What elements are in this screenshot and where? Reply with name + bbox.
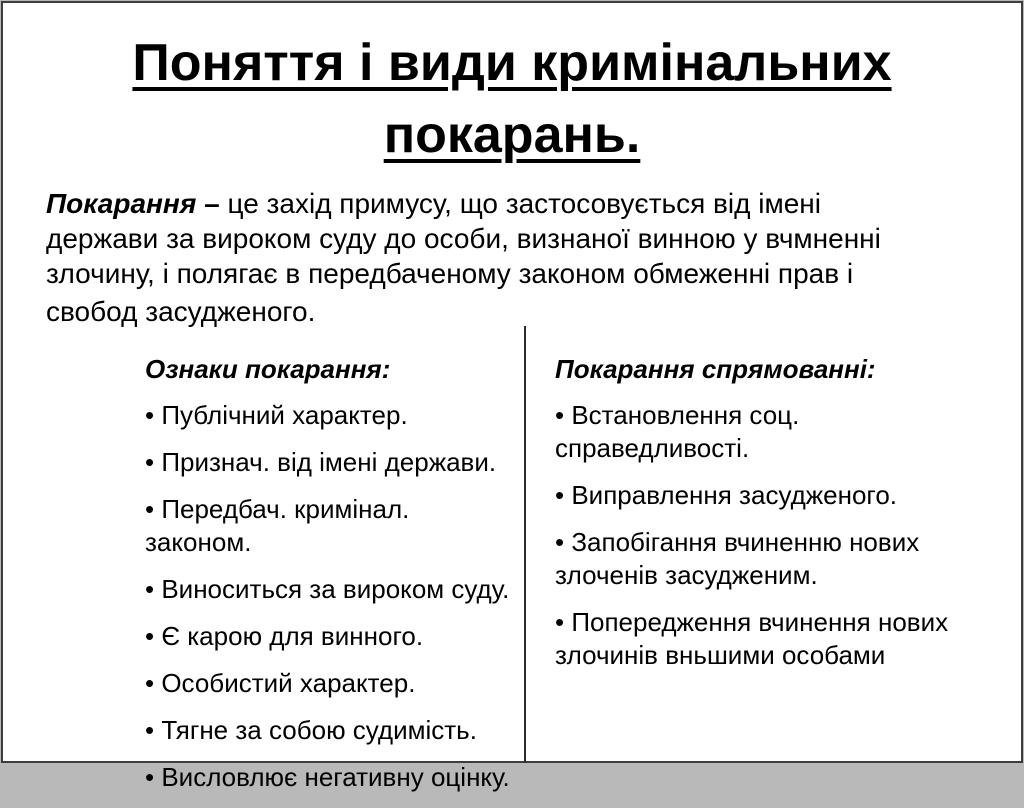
bullet-icon: •: [145, 621, 161, 651]
bullet-icon: •: [145, 668, 161, 698]
definition-dash: –: [196, 188, 227, 219]
list-item-label: Виправлення засудженого.: [571, 480, 897, 510]
left-column-heading: Ознаки покарання:: [145, 353, 523, 385]
right-column-punishment-aims: [555, 353, 993, 686]
list-item: [145, 761, 523, 794]
slide-title-line-2: покарань.: [384, 106, 641, 164]
list-item: [555, 399, 993, 465]
definition-line-4: свобод засудженого.: [46, 294, 991, 329]
bullet-icon: •: [145, 715, 161, 745]
list-item: [145, 573, 523, 606]
bullet-icon: •: [555, 400, 571, 430]
list-item: [145, 446, 523, 479]
list-item-label: Признач. від імені держави.: [161, 447, 496, 477]
list-item-label: Висловлює негативну оцінку.: [161, 762, 509, 792]
bullet-icon: •: [145, 574, 161, 604]
definition-line-1: [46, 186, 991, 221]
definition-term: Покарання: [46, 188, 196, 219]
list-item: [145, 620, 523, 653]
bullet-icon: •: [145, 762, 161, 792]
list-item-label: Виноситься за вироком суду.: [161, 574, 509, 604]
bullet-icon: •: [555, 527, 571, 557]
list-item: [145, 493, 523, 559]
bullet-icon: •: [145, 447, 161, 477]
slide-frame: [1, 1, 1023, 763]
list-item: [145, 714, 523, 747]
list-item: [555, 606, 993, 672]
list-item: [555, 526, 993, 592]
bullet-icon: •: [145, 494, 161, 524]
column-divider: [524, 326, 526, 763]
list-item: [145, 667, 523, 700]
list-item-label: Є карою для винного.: [161, 621, 423, 651]
list-item-label: Особистий характер.: [161, 668, 415, 698]
right-column-heading: Покарання спрямованні:: [555, 353, 993, 385]
list-item: [555, 479, 993, 512]
bullet-icon: •: [555, 607, 571, 637]
list-item-label: Встановлення соц. справедливості.: [555, 400, 799, 463]
list-item-label: Передбач. кримінал. законом.: [145, 494, 409, 557]
list-item-label: Попередження вчинення нових злочинів вньшими особами: [555, 607, 948, 670]
bullet-icon: •: [145, 400, 161, 430]
list-item: [145, 399, 523, 432]
list-item-label: Публічний характер.: [161, 400, 407, 430]
definition-paragraph: [46, 186, 991, 329]
bullet-icon: •: [555, 480, 571, 510]
left-column-signs-of-punishment: [145, 353, 523, 808]
list-item-label: Тягне за собою судимість.: [161, 715, 477, 745]
slide-title-line-1: Поняття і види кримінальних: [132, 34, 891, 92]
definition-text: це захід примусу, що застосовується від імені: [227, 188, 821, 219]
definition-line-3: злочину, і полягає в передбаченому законом обмеженні прав і: [46, 256, 991, 291]
slide-title: [3, 27, 1021, 171]
list-item-label: Запобігання вчиненню нових злоченів засудженим.: [555, 527, 919, 590]
definition-line-2: держави за вироком суду до особи, визнаної винною у вчмненні: [46, 221, 991, 256]
